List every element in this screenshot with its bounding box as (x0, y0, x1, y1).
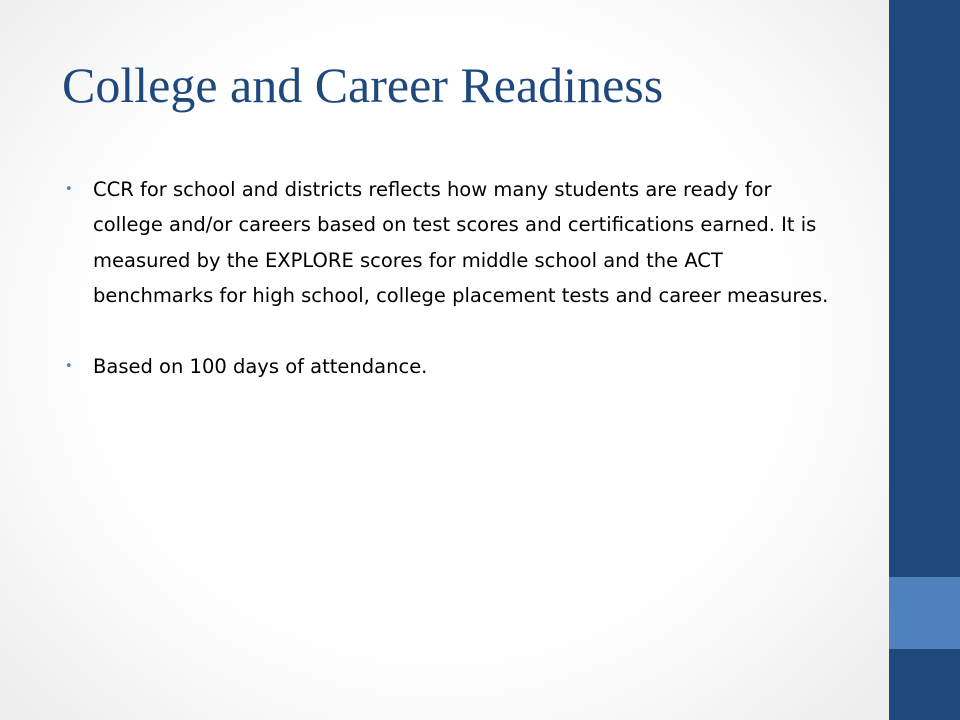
bullet-text: Based on 100 days of attendance. (93, 354, 428, 378)
bullet-item (62, 172, 832, 314)
slide-title: College and Career Readiness (62, 57, 664, 113)
bullet-list (62, 172, 832, 384)
bullet-text: CCR for school and districts reflects how many students are ready for college and/or careers based on test scores and certifications earned. It is measured by the EXPLORE scores for middle school and the ACT benchmarks for high school, college placement tests and career measures. (93, 178, 829, 308)
bullet-marker-icon: • (65, 182, 73, 197)
bullet-marker-icon: • (65, 358, 73, 374)
side-bar-accent (889, 577, 960, 649)
bullet-item (62, 349, 832, 384)
